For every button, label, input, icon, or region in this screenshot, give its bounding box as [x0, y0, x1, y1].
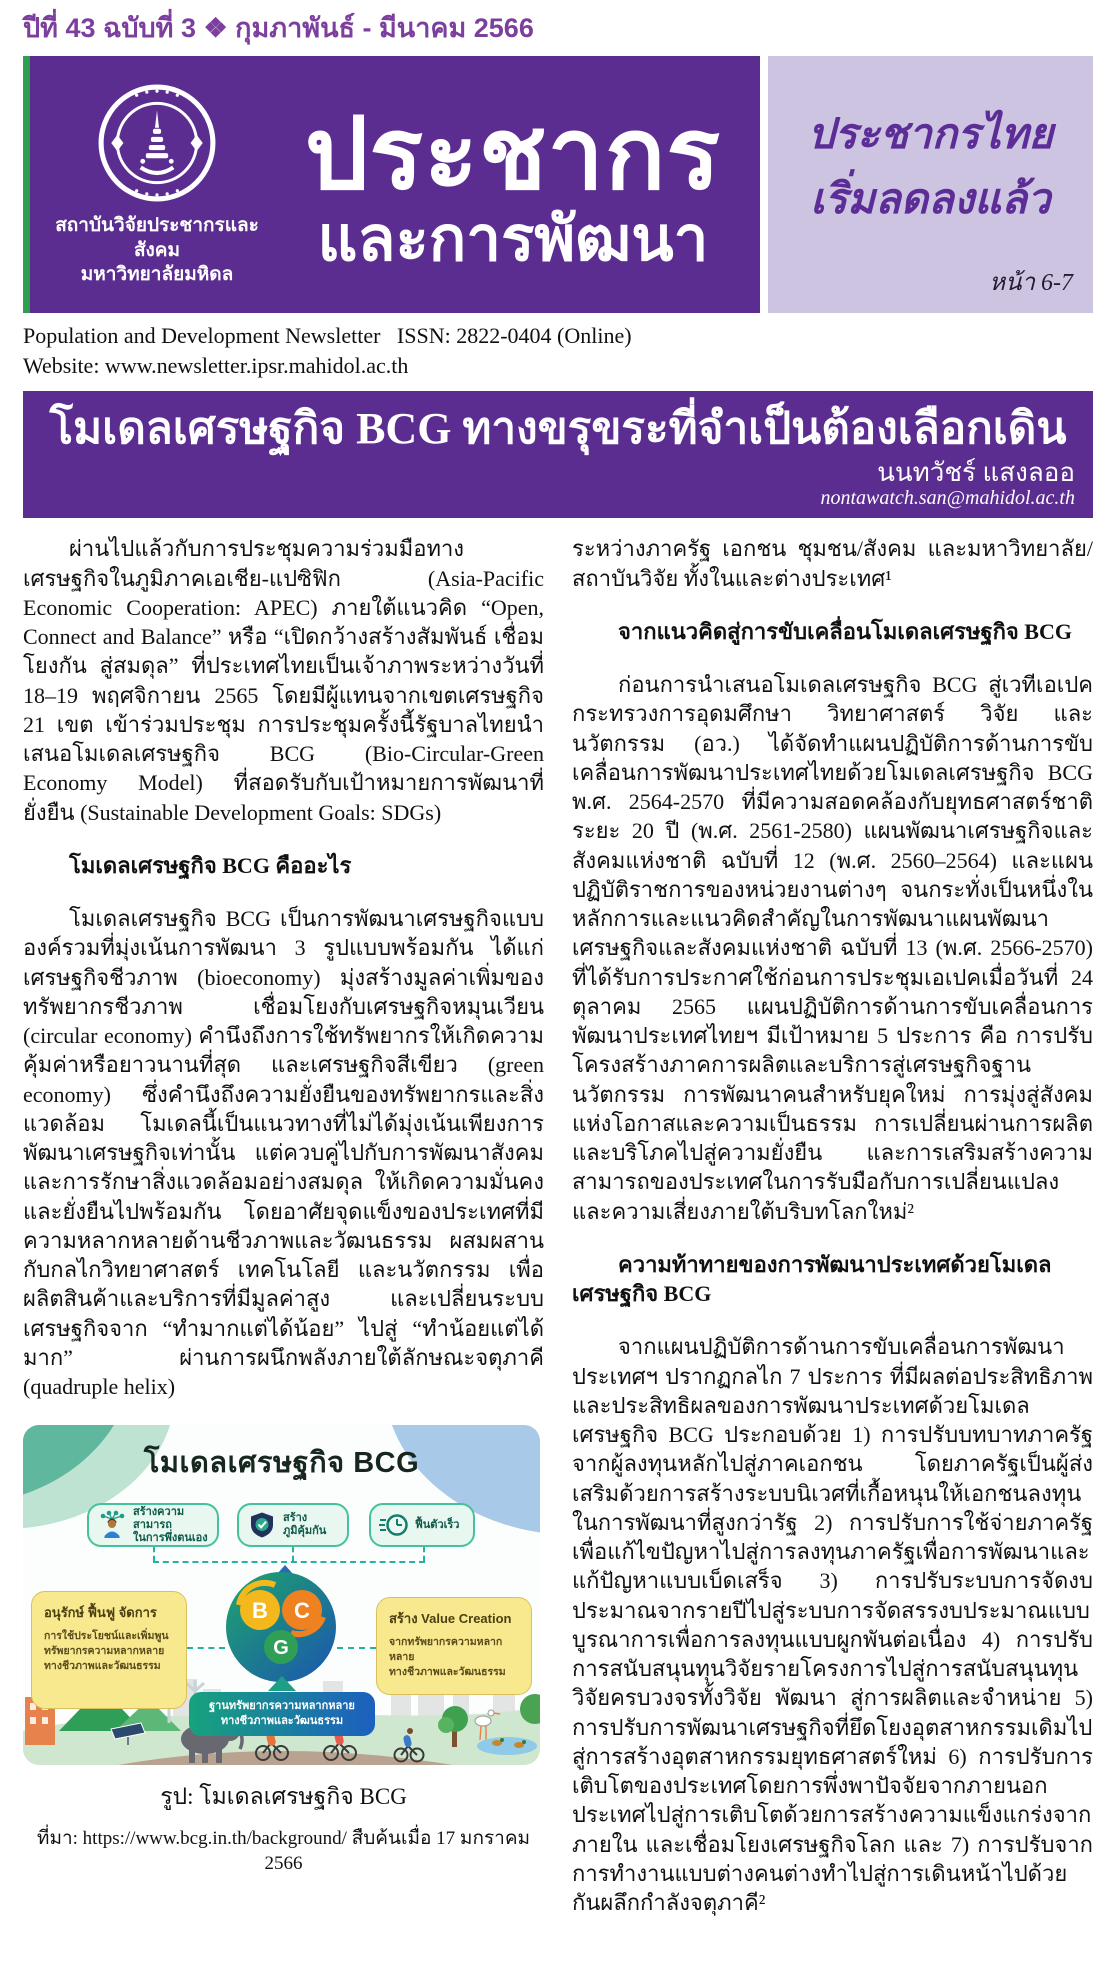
- dashed-connector-left: [187, 1647, 225, 1649]
- body-paragraph: ระหว่างภาครัฐ เอกชน ชุมชน/สังคม และมหาวิทยาลัย/สถาบันวิจัย ทั้งในและต่างประเทศ¹: [572, 536, 1093, 591]
- note-box-conserve: [31, 1591, 187, 1709]
- issue-line: ปีที่ 43 ฉบับที่ 3 ❖ กุมภาพันธ์ - มีนาคม 2566: [23, 13, 534, 43]
- bcg-ball: [225, 1571, 337, 1683]
- note-title: อนุรักษ์ ฟื้นฟู จัดการ: [44, 1605, 157, 1621]
- masthead-title: [272, 97, 754, 274]
- pill-label-line: สร้างภูมิคุ้มกัน: [283, 1512, 327, 1538]
- body-paragraph: ก่อนการนำเสนอโมเดลเศรษฐกิจ BCG สู่เวทีเอเปค กระทรวงการอุดมศึกษา วิทยาศาสตร์ วิจัย และนวัตกรรม (อว.) ได้จัดทำแผนปฏิบัติการด้านการขับเคลื่อนการพัฒนาประเทศไทยด้วยโมเดลเศรษฐกิจ BCG พ.ศ. 2564-2570 ที่มีความสอดคล้องกับยุทธศาสตร์ชาติระยะ 20 ปี (พ.ศ. 2561-2580) แผนพัฒนาเศรษฐกิจและสังคมแห่งชาติ ฉบับที่ 12 (พ.ศ. 2560–2564) และแผนปฏิบัติราชการของหน่วยงานต่างๆ จนกระทั่งเป็นหนึ่งในหลักการและแนวคิดสำคัญในการพัฒนาแผนพัฒนาเศรษฐกิจและสังคมแห่งชาติ ฉบับที่ 13 (พ.ศ. 2566-2570) ที่ได้รับการประกาศใช้ก่อนการประชุมเอเปคเมื่อวันที่ 24 ตุลาคม 2565 แผนปฏิบัติการด้านการขับเคลื่อนการพัฒนาประเทศไทยฯ มีเป้าหมาย 5 ประการ คือ การปรับโครงสร้างภาคการผลิตและบริการสู่เศรษฐกิจฐานนวัตกรรม การพัฒนาคนสำหรับยุคใหม่ การมุ่งสู่สังคมแห่งโอกาสและความเป็นธรรม การเปลี่ยนผ่านการผลิตและบริโภคไปสู่ความยั่งยืน และการเสริมสร้างความสามารถของประเทศในการรับมือกับการเปลี่ยนแปลงและความเสี่ยงภายใต้บริบทโลกใหม่²: [572, 672, 1093, 1224]
- teaser-page-ref: หน้า 6-7: [989, 270, 1073, 297]
- left-column: [23, 534, 544, 1941]
- teaser-headline: [808, 103, 1053, 233]
- newsletter-info: [23, 321, 1093, 380]
- base-resource-box: [189, 1692, 375, 1736]
- shield-check-icon: [247, 1510, 277, 1540]
- masthead: [23, 56, 760, 313]
- section-heading: จากแนวคิดสู่การขับเคลื่อนโมเดลเศรษฐกิจ BCG: [618, 618, 1072, 644]
- dashed-connector-right: [337, 1647, 376, 1649]
- institute-line2: มหาวิทยาลัยมหิดล: [80, 264, 234, 286]
- infographic-title: โมเดลเศรษฐกิจ BCG: [143, 1447, 420, 1480]
- issn-line: Population and Development Newsletter ISSN: 2822-0404 (Online): [23, 323, 632, 349]
- mahidol-emblem-icon: [96, 82, 218, 204]
- pill-label: [415, 1519, 459, 1532]
- base-box-line: ทางชีวภาพและวัฒนธรรม: [220, 1715, 344, 1728]
- right-column: [572, 534, 1093, 1941]
- note-line: ทรัพยากรความหลากหลาย: [44, 1645, 165, 1658]
- website-line[interactable]: Website: www.newsletter.ipsr.mahidol.ac.th: [23, 353, 409, 379]
- figure-caption: รูป: โมเดลเศรษฐกิจ BCG: [160, 1784, 407, 1810]
- body-paragraph: โมเดลเศรษฐกิจ BCG เป็นการพัฒนาเศรษฐกิจแบบองค์รวมที่มุ่งเน้นการพัฒนา 3 รูปแบบพร้อมกัน ได้แก่ เศรษฐกิจชีวภาพ (bioeconomy) มุ่งสร้างมูลค่าเพิ่มของทรัพยากรชีวภาพ เชื่อมโยงกับเศรษฐกิจหมุนเวียน (circular economy) คำนึงถึงการใช้ทรัพยากรให้เกิดความคุ้มค่าหรือยาวนานที่สุด และเศรษฐกิจสีเขียว (green economy) ซึ่งคำนึงถึงความยั่งยืนของทรัพยากรและสิ่งแวดล้อม โมเดลนี้เป็นแนวทางที่ไม่ได้มุ่งเน้นเพียงการพัฒนาเศรษฐกิจเท่านั้น แต่ควบคู่ไปกับการพัฒนาสังคม และการรักษาสิ่งแวดล้อมอย่างสมดุล ให้เกิดความมั่นคงและยั่งยืนไปพร้อมกัน โดยอาศัยจุดแข็งของประเทศที่มีความหลากหลายด้านชีวภาพและวัฒนธรรม ผสมผสานกับกลไกวิทยาศาสตร์ เทคโนโลยี และนวัตกรรม เพื่อผลิตสินค้าและบริการที่มีมูลค่าสูง และเปลี่ยนระบบเศรษฐกิจจาก “ทำมากแต่ได้น้อย” ไปสู่ “ทำน้อยแต่ได้มาก” ผ่านการผนึกพลังภายใต้ลักษณะจตุภาคี (quadruple helix): [23, 906, 544, 1400]
- article-title-banner: [23, 391, 1093, 519]
- left-column-text: [23, 534, 544, 1401]
- dashed-connector-stub: [292, 1547, 294, 1561]
- note-box-value-creation: [376, 1597, 532, 1695]
- pill-label: [133, 1506, 209, 1546]
- people-network-icon: [97, 1510, 127, 1540]
- note-line: ทางชีวภาพและวัฒนธรรม: [44, 1659, 161, 1672]
- pond-with-ducks: [477, 1737, 537, 1755]
- fast-clock-icon: [379, 1510, 409, 1540]
- pill-label-line: ฟื้นตัวเร็ว: [415, 1518, 460, 1531]
- institute-name: [42, 214, 272, 288]
- section-heading: ความท้าทายของการพัฒนาประเทศด้วยโมเดลเศรษฐกิจ BCG: [572, 1251, 1052, 1307]
- note-title: สร้าง Value Creation: [389, 1611, 512, 1627]
- figure-source[interactable]: ที่มา: https://www.bcg.in.th/background/ สืบค้นเมื่อ 17 มกราคม 2566: [36, 1828, 531, 1875]
- section-heading: โมเดลเศรษฐกิจ BCG คืออะไร: [69, 852, 352, 878]
- article-headline: โมเดลเศรษฐกิจ BCG ทางขรุขระที่จำเป็นต้องเลือกเดิน: [49, 403, 1067, 453]
- article-author: นนทวัชร์ แสงลออ: [877, 457, 1075, 487]
- base-box-line: ฐานทรัพยากรความหลากหลาย: [209, 1700, 355, 1713]
- article-body: [23, 534, 1093, 1941]
- teaser-headline-line1: ประชากรไทย: [807, 111, 1054, 158]
- body-paragraph: ผ่านไปแล้วกับการประชุมความร่วมมือทางเศรษฐกิจในภูมิภาคเอเชีย-แปซิฟิก (Asia-Pacific Economic Cooperation: APEC) ภายใต้แนวคิด “Open, Connect and Balance” หรือ “เปิดกว้างสร้างสัมพันธ์ เชื่อมโยงกัน สู่สมดุล” ที่ประเทศไทยเป็นเจ้าภาพระหว่างวันที่ 18–19 พฤศจิกายน 2565 โดยมีผู้แทนจากเขตเศรษฐกิจ 21 เขต เข้าร่วมประชุม การประชุมครั้งนี้รัฐบาลไทยนำเสนอโมเดลเศรษฐกิจ BCG (Bio-Circular-Green Economy Model) ที่สอดรับกับเป้าหมายการพัฒนาที่ยั่งยืน (Sustainable Development Goals: SDGs): [23, 536, 544, 825]
- note-line: ทางชีวภาพและวัฒนธรรม: [389, 1665, 506, 1678]
- teaser-headline-line2: เริ่มลดลงแล้ว: [810, 176, 1051, 223]
- dashed-connector-stub: [153, 1547, 155, 1561]
- institute-line1: สถาบันวิจัยประชากรและสังคม: [55, 214, 259, 261]
- dashed-connector-stub: [423, 1547, 425, 1561]
- pill-fast-recovery: [369, 1503, 475, 1547]
- pill-label-line: ในการพึ่งตนเอง: [133, 1532, 208, 1545]
- masthead-title-line2: และการพัฒนา: [317, 204, 709, 274]
- bcg-infographic: [23, 1425, 544, 1875]
- masthead-left: [42, 82, 272, 288]
- letter-c: C: [294, 1598, 310, 1624]
- dashed-connector-horizontal: [153, 1561, 425, 1563]
- article-author-email[interactable]: nontawatch.san@mahidol.ac.th: [820, 487, 1075, 510]
- pill-self-reliance: [87, 1503, 219, 1547]
- pill-label-line: สร้างความสามารถ: [133, 1505, 185, 1531]
- pill-label: [283, 1512, 339, 1538]
- note-line: จากทรัพยากรความหลากหลาย: [389, 1636, 503, 1664]
- note-line: การใช้ประโยชน์และเพิ่มพูน: [44, 1630, 169, 1643]
- letter-b: B: [252, 1598, 268, 1624]
- masthead-row: [23, 56, 1093, 313]
- body-paragraph: จากแผนปฏิบัติการด้านการขับเคลื่อนการพัฒนาประเทศฯ ปรากฏกลไก 7 ประการ ที่มีผลต่อประสิทธิภาพและประสิทธิผลของการพัฒนาประเทศด้วยโมเดลเศรษฐกิจ BCG ประกอบด้วย 1) การปรับบทบาทภาครัฐจากผู้ลงทุนหลักไปสู่ภาคเอกชน โดยภาครัฐเป็นผู้ส่งเสริมด้วยการสร้างระบบนิเวศที่เกื้อหนุนให้เอกชนลงทุนในการพัฒนาที่สูงกว่ารัฐ 2) การปรับการใช้จ่ายภาครัฐเพื่อแก้ไขปัญหาไปสู่การลงทุนภาครัฐเพื่อการพัฒนาและแก้ปัญหาแบบเบ็ดเสร็จ 3) การปรับระบบการจัดงบประมาณจากรายปีไปสู่ระบบการจัดสรรงบประมาณแบบบูรณาการเพื่อการลงทุนแบบผูกพันต่อเนื่อง 4) การปรับการสนับสนุนทุนวิจัยรายโครงการไปสู่การสนับสนุนทุนวิจัยครบวงจรทั้งวิจัย พัฒนา สู่การผลิตและจำหน่าย 5) การปรับการพัฒนาเศรษฐกิจที่ยึดโยงอุตสาหกรรมเดิมไปสู่การสร้างอุตสาหกรรมยุทธศาสตร์ใหม่ 6) การปรับการเติบโตของประเทศโดยการพึ่งพาปัจจัยจากภายนอกประเทศไปสู่การเติบโตด้วยการสร้างความแข็งแกร่งจากภายใน และเชื่อมโยงเศรษฐกิจโลก และ 7) การปรับจากการทำงานแบบต่างคนต่างทำไปสู่การเดินหน้าไปด้วยกันผลึกกำลังจตุภาคี²: [572, 1334, 1093, 1916]
- pill-immunity: [237, 1503, 349, 1547]
- arrow-up-teal: [268, 1676, 296, 1691]
- masthead-title-line1: ประชากร: [304, 97, 722, 210]
- teaser-box: [768, 56, 1093, 313]
- letter-g: G: [273, 1637, 289, 1660]
- bcg-infographic-canvas: [23, 1425, 540, 1765]
